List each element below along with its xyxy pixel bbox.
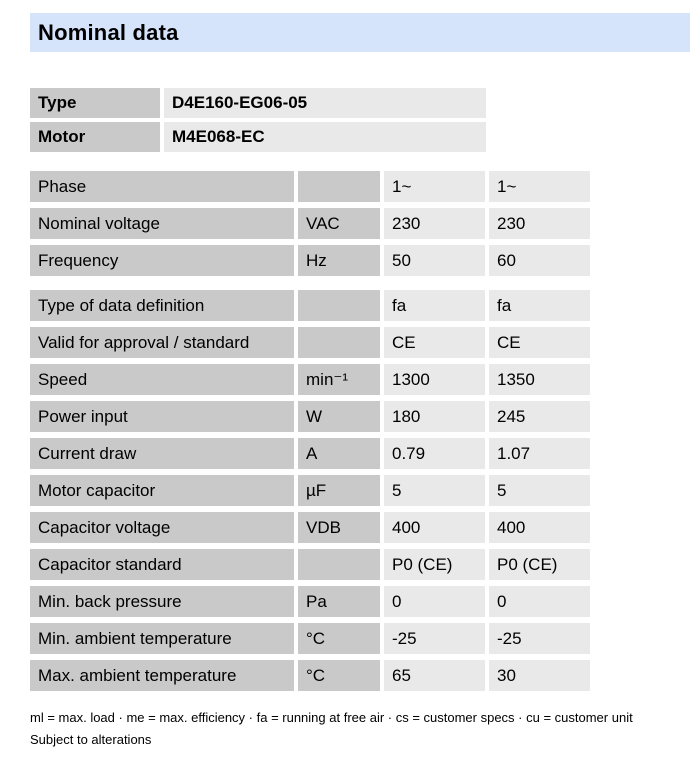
row-unit — [298, 549, 380, 580]
row-label: Capacitor voltage — [30, 512, 294, 543]
row-label: Speed — [30, 364, 294, 395]
row-unit: °C — [298, 660, 380, 691]
row-value-60hz: 30 — [489, 660, 590, 691]
row-value-50hz: -25 — [384, 623, 485, 654]
row-value-60hz: fa — [489, 290, 590, 321]
row-value-60hz: P0 (CE) — [489, 549, 590, 580]
row-value-60hz: 60 — [489, 245, 590, 276]
row-value-60hz: 0 — [489, 586, 590, 617]
row-unit — [298, 290, 380, 321]
row-value-50hz: 0 — [384, 586, 485, 617]
footnote — [30, 707, 690, 751]
row-value-50hz: 180 — [384, 401, 485, 432]
row-label: Nominal voltage — [30, 208, 294, 239]
row-label: Capacitor standard — [30, 549, 294, 580]
row-value-50hz: 0.79 — [384, 438, 485, 469]
row-value-60hz: 230 — [489, 208, 590, 239]
row-label: Motor capacitor — [30, 475, 294, 506]
identity-table — [30, 88, 486, 152]
row-label: Phase — [30, 171, 294, 202]
row-unit: min⁻¹ — [298, 364, 380, 395]
row-unit: VDB — [298, 512, 380, 543]
row-value-50hz: 5 — [384, 475, 485, 506]
page-title: Nominal data — [38, 19, 179, 45]
row-label: Min. ambient temperature — [30, 623, 294, 654]
row-label: Power input — [30, 401, 294, 432]
row-value-60hz: 400 — [489, 512, 590, 543]
row-label: Min. back pressure — [30, 586, 294, 617]
row-value-50hz: CE — [384, 327, 485, 358]
row-unit: Hz — [298, 245, 380, 276]
row-unit — [298, 327, 380, 358]
row-value-60hz: 1~ — [489, 171, 590, 202]
row-value-50hz: P0 (CE) — [384, 549, 485, 580]
motor-label: Motor — [30, 122, 160, 152]
row-value-50hz: 230 — [384, 208, 485, 239]
row-value-60hz: 245 — [489, 401, 590, 432]
type-label: Type — [30, 88, 160, 118]
row-label: Type of data definition — [30, 290, 294, 321]
row-value-50hz: 1300 — [384, 364, 485, 395]
row-unit — [298, 171, 380, 202]
section-title-bar — [30, 13, 690, 52]
nominal-data-table — [30, 171, 591, 691]
row-label: Current draw — [30, 438, 294, 469]
row-value-50hz: 50 — [384, 245, 485, 276]
row-unit: °C — [298, 623, 380, 654]
footnote-subject-to-alterations: Subject to alterations — [30, 732, 152, 747]
table-section-performance — [30, 290, 591, 691]
type-value: D4E160-EG06-05 — [164, 88, 486, 118]
row-unit: W — [298, 401, 380, 432]
footnote-legend: ml = max. load · me = max. efficiency · fa = running at free air · cs = customer specs · cu = customer unit — [30, 710, 633, 725]
row-unit: µF — [298, 475, 380, 506]
row-label: Max. ambient temperature — [30, 660, 294, 691]
row-unit: VAC — [298, 208, 380, 239]
row-value-50hz: fa — [384, 290, 485, 321]
motor-value: M4E068-EC — [164, 122, 486, 152]
row-value-50hz: 400 — [384, 512, 485, 543]
row-label: Frequency — [30, 245, 294, 276]
table-section-electrical — [30, 171, 591, 276]
row-unit: A — [298, 438, 380, 469]
row-value-60hz: CE — [489, 327, 590, 358]
row-value-50hz: 65 — [384, 660, 485, 691]
row-label: Valid for approval / standard — [30, 327, 294, 358]
row-value-60hz: 1350 — [489, 364, 590, 395]
row-value-60hz: 5 — [489, 475, 590, 506]
row-unit: Pa — [298, 586, 380, 617]
row-value-60hz: 1.07 — [489, 438, 590, 469]
row-value-60hz: -25 — [489, 623, 590, 654]
row-value-50hz: 1~ — [384, 171, 485, 202]
